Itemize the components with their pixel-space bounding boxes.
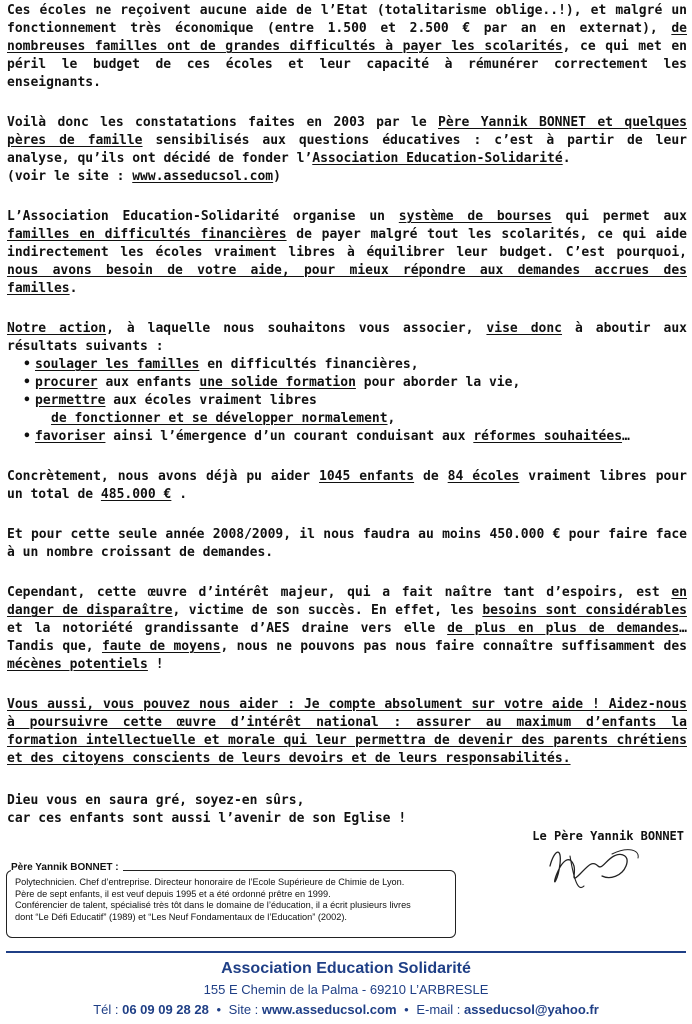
paragraph-appeal: Vous aussi, vous pouvez nous aider : Je compte absolument sur votre aide ! Aidez-nous à poursuivre cette œuvre d’intérêt national : assurer au maximum d’enfants la formation intellectuelle et morale qui leur permettra de devenir des parents chrétiens et des citoyens conscients de leurs devoirs et de leurs responsabilités. xyxy=(7,697,687,766)
paragraph-funding: Ces écoles ne reçoivent aucune aide de l’Etat (totalitarisme oblige..!), et malgré un fonctionnement très économique (entre 1.500 et 2.500 € par an en externat), de nombreuses familles ont de grandes difficultés à payer les scolarités, ce qui met en péril le budget de ces écoles et leur capacité à rémunérer correctement les enseignants. xyxy=(7,3,687,90)
website-link[interactable]: www.asseducsol.com xyxy=(132,169,274,184)
closing-line-1: Dieu vous en saura gré, soyez-en sûrs, xyxy=(7,793,305,808)
list-item: • procurer aux enfants une solide formation pour aborder la vie, xyxy=(23,374,687,392)
letter-body xyxy=(7,2,687,828)
bio-box xyxy=(6,870,456,938)
author-bio xyxy=(6,862,458,940)
separator: • xyxy=(404,1002,409,1017)
signer-name: Le Père Yannik BONNET xyxy=(532,829,684,843)
closing-line-2: car ces enfants sont aussi l’avenir de son Eglise ! xyxy=(7,811,407,826)
paragraph-results: Concrètement, nous avons déjà pu aider 1045 enfants de 84 écoles vraiment libres pour un total de 485.000 € . xyxy=(7,469,687,502)
organization-name: Association Education Solidarité xyxy=(221,960,471,977)
website-link[interactable]: www.asseducsol.com xyxy=(261,1002,397,1017)
paragraph-founding: Voilà donc les constatations faites en 2003 par le Père Yannik BONNET et quelques pères de famille sensibilisés aux questions éducatives : c’est à partir de leur analyse, qu’ils ont décidé de fonder l’Association Education-Solidarité. (voir le site : www.asseducsol.com) xyxy=(7,115,687,184)
paragraph-danger: Cependant, cette œuvre d’intérêt majeur, qui a fait naître tant d’espoirs, est en danger de disparaître, victime de son succès. En effet, les besoins sont considérables et la notoriété grandissante d’AES draine vers elle de plus en plus de demandes… Tandis que, faute de moyens, nous ne pouvons pas nous faire connaître suffisamment des mécènes potentiels ! xyxy=(7,585,687,672)
paragraph-action: Notre action, à laquelle nous souhaitons vous associer, vise donc à aboutir aux résultats suivants : xyxy=(7,321,688,354)
list-item: • favoriser ainsi l’émergence d’un courant conduisant aux réformes souhaitées… xyxy=(23,428,687,446)
separator: • xyxy=(216,1002,222,1017)
handwritten-signature xyxy=(540,836,650,896)
email-link[interactable]: asseducsol@yahoo.fr xyxy=(464,1002,599,1017)
footer-divider xyxy=(6,951,686,953)
bio-line: Conférencier de talent, spécialisé très tôt dans le domaine de l’éducation, il a écrit plusieurs livres xyxy=(15,900,411,910)
bio-line: Polytechnicien. Chef d’entreprise. Directeur honoraire de l’Ecole Supérieure de Chimie de Lyon. xyxy=(15,877,405,887)
bio-line: Père de sept enfants, il est veuf depuis 1995 et a été ordonné prêtre en 1999. xyxy=(15,888,331,899)
goals-list xyxy=(7,356,687,446)
list-item: • permettre aux écoles vraiment libres de fonctionner et se développer normalement, xyxy=(23,392,687,428)
footer xyxy=(0,958,692,1021)
contact-line: Tél : 06 09 09 28 28 • Site : www.asseducsol.com • E-mail : asseducsol@yahoo.fr xyxy=(93,1002,599,1017)
paragraph-need: Et pour cette seule année 2008/2009, il nous faudra au moins 450.000 € pour faire face à un nombre croissant de demandes. xyxy=(7,527,687,560)
address: 155 E Chemin de la Palma - 69210 L’ARBRESLE xyxy=(203,982,489,997)
paragraph-bursaries: L’Association Education-Solidarité organise un système de bourses qui permet aux familles en difficultés financières de payer malgré tout les scolarités, ce qui aide indirectement les écoles vraiment libres à équilibrer leur budget. C’est pourquoi, nous avons besoin de votre aide, pour mieux répondre aux demandes accrues des familles. xyxy=(7,209,688,296)
phone-number[interactable]: 06 09 09 28 28 xyxy=(122,1002,209,1017)
list-item: • soulager les familles en difficultés financières, xyxy=(23,356,687,374)
bio-title: Père Yannik BONNET : xyxy=(11,862,123,873)
bio-line: dont “Le Défi Educatif” (1989) et “Les Neuf Fondamentaux de l’Education” (2002). xyxy=(15,911,347,922)
